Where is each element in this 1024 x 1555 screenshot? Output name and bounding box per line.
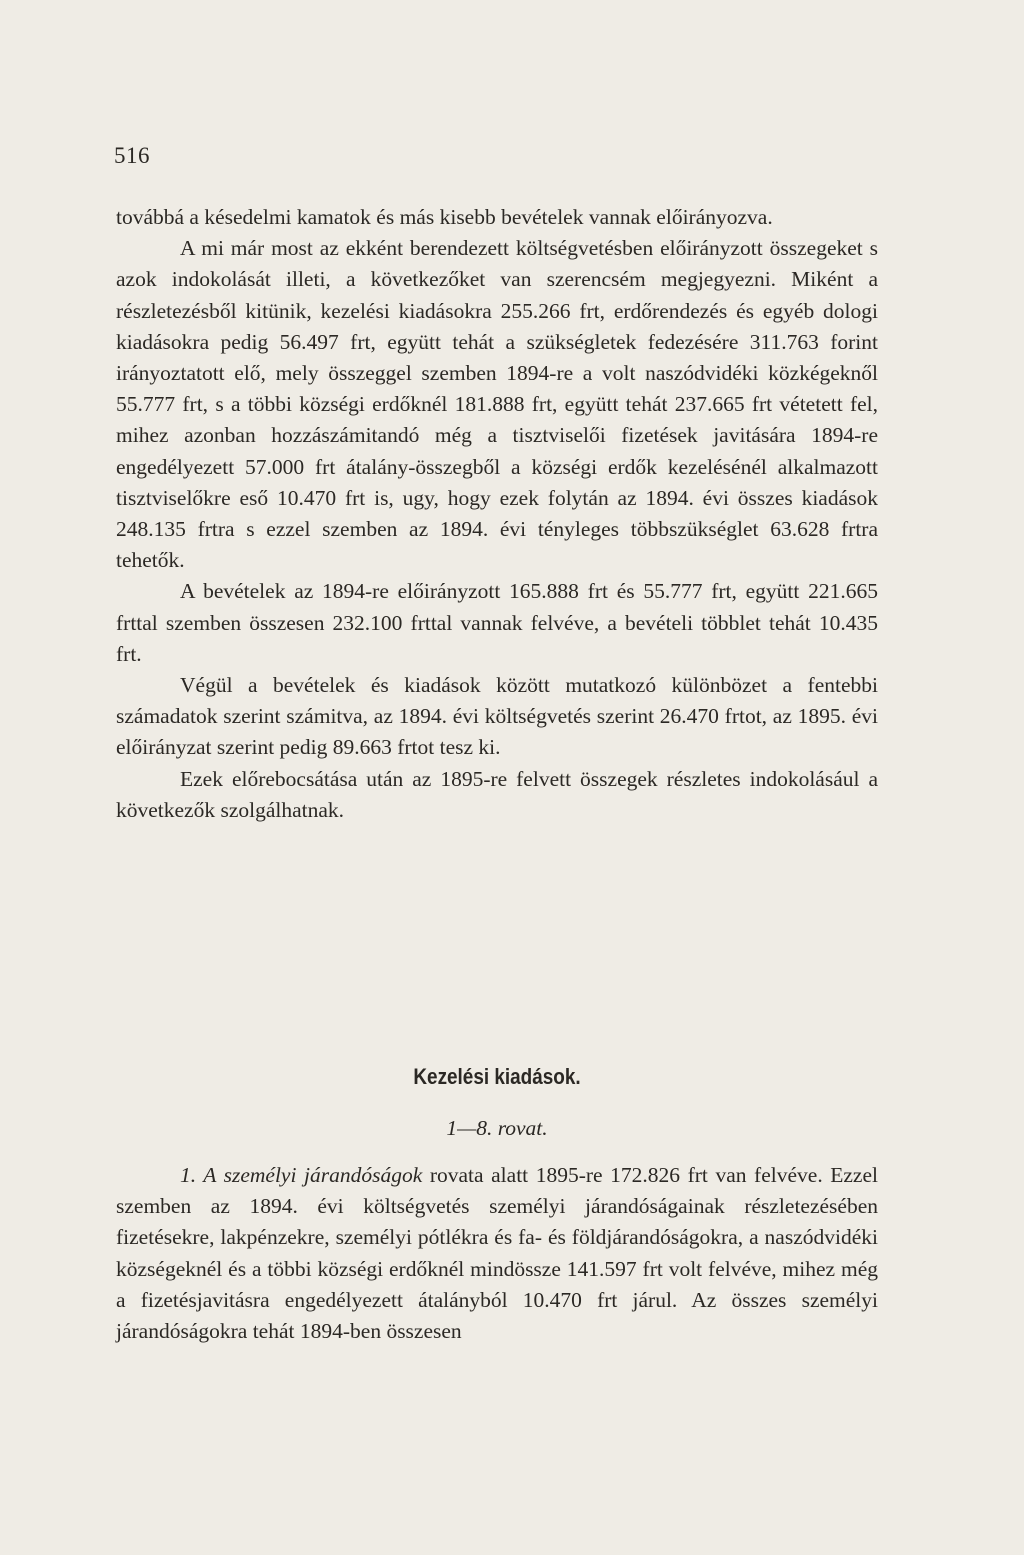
section-body [116, 1160, 878, 1347]
section-rest: rovata alatt 1895-re 172.826 frt van felvéve. Ezzel szemben az 1894. évi költségvetés személyi járandóságainak részletezésében fizetésekre, lakpénzekre, személyi pótlékra és fa- és földjárandóságokra, a naszódvidéki községeknél és a többi községi erdőknél mindössze 141.597 frt volt felvéve, mihez még a fizetésjavitásra engedélyezett átalányból 10.470 frt járul. Az összes személyi járandóságokra tehát 1894-ben összesen [116, 1163, 878, 1344]
paragraph-1: továbbá a késedelmi kamatok és más kisebb bevételek vannak előirányozva. [116, 205, 773, 229]
paragraph-3: A bevételek az 1894-re előirányzott 165.888 frt és 55.777 frt, együtt 221.665 frttal szemben összesen 232.100 frttal vannak felvéve, a bevételi többlet tehát 10.435 frt. [116, 579, 878, 666]
section-heading: Kezelési kiadások. [413, 1064, 581, 1089]
paragraph-2: A mi már most az ekként berendezett költségvetésben előirányzott összegeket s azok indokolását illeti, a következőket van szerencsém megjegyezni. Miként a részletezésből kitünik, kezelési kiadásokra 255.266 frt, erdőrendezés és egyéb dologi kiadásokra pedig 56.497 frt, együtt tehát a szükségletek fedezésére 311.763 forint irányoztatott elő, mely összeggel szemben 1894-re a volt naszódvidéki közkégeknől 55.777 frt, s a többi községi erdőknél 181.888 frt, együtt tehát 237.665 frt vétetett fel, mihez azonban hozzászámitandó még a tisztviselői fizetések javitására 1894-re engedélyezett 57.000 frt átalány-összegből a községi erdők kezelésénél alkalmazott tisztviselőkre eső 10.470 frt is, ugy, hogy ezek folytán az 1894. évi összes kiadások 248.135 frtra s ezzel szemben az 1894. évi tényleges többszükséglet 63.628 frtra tehetők. [116, 236, 878, 573]
paragraph-5: Ezek előrebocsátása után az 1895-re felvett összegek részletes indokolásául a következők szolgálhatnak. [116, 766, 878, 822]
section-paragraph [116, 1160, 878, 1347]
page-number: 516 [114, 143, 150, 168]
section-lead: 1. A személyi járandóságok [180, 1163, 423, 1187]
paragraph-4: Végül a bevételek és kiadások között mutatkozó különbözet a fentebbi számadatok szerint számitva, az 1894. évi költségvetés szerint 26.470 frtot, az 1895. évi előirányzat szerint pedig 89.663 frtot tesz ki. [116, 673, 878, 760]
body-text [116, 202, 878, 826]
section-subheading: 1—8. rovat. [446, 1116, 548, 1140]
